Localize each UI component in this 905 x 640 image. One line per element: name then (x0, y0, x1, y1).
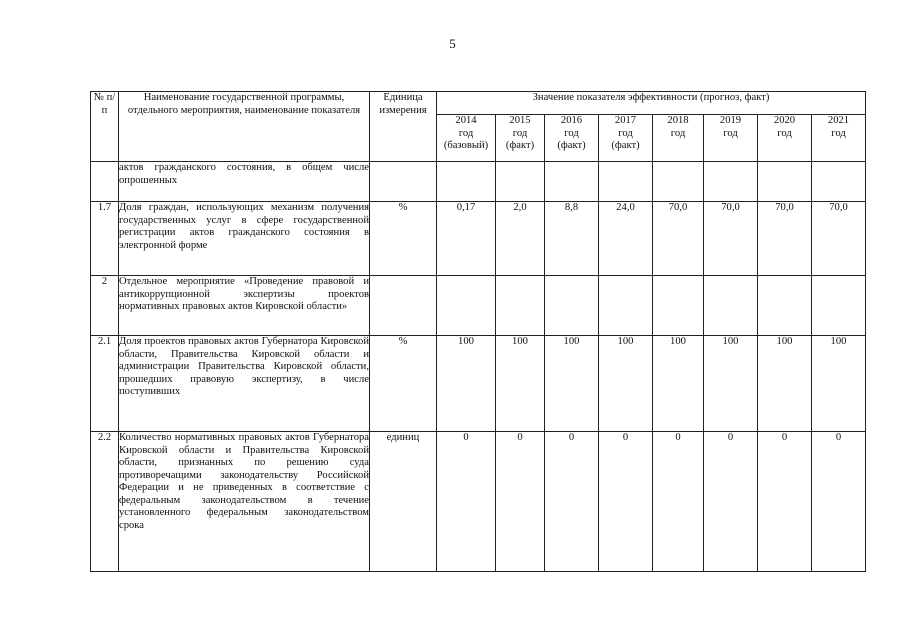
row-value (545, 276, 599, 336)
header-year-sub1: год (670, 127, 686, 139)
table-row (91, 276, 866, 336)
row-value (758, 276, 812, 336)
table-header (91, 92, 866, 162)
header-year-sub1: год (564, 127, 579, 139)
row-value: 0 (812, 432, 866, 572)
row-number: 2.2 (91, 432, 119, 572)
row-value (437, 162, 496, 202)
header-year-sub2: (базовый) (443, 140, 489, 151)
row-value (599, 162, 653, 202)
row-value: 100 (704, 336, 758, 432)
row-value: 0,17 (437, 202, 496, 276)
row-name: Доля граждан, использующих механизм получения государственных услуг в сфере государственной регистрации актов гражданского состояния в электронной форме (119, 202, 370, 276)
header-year-2019 (704, 115, 758, 162)
row-name: Отдельное мероприятие «Проведение правовой и антикоррупционной экспертизы проектов нормативных правовых актов Кировской области» (119, 276, 370, 336)
header-year-year: 2019 (719, 115, 742, 126)
header-name: Наименование государственной программы, отдельного мероприятия, наименование показателя (119, 92, 370, 162)
row-number: 2 (91, 276, 119, 336)
row-number (91, 162, 119, 202)
row-unit (370, 162, 437, 202)
header-year-sub2: (факт) (557, 140, 586, 151)
row-value (545, 162, 599, 202)
row-name: Доля проектов правовых актов Губернатора Кировской области, Правительства Кировской области и администрации Правительства Кировской области, прошедших правовую экспертизу, в числе поступивших (119, 336, 370, 432)
row-value (653, 162, 704, 202)
header-year-year: 2018 (667, 115, 689, 126)
header-year-year: 2016 (560, 115, 583, 126)
header-year-sub1: год (458, 127, 474, 139)
row-value: 100 (653, 336, 704, 432)
row-value: 0 (653, 432, 704, 572)
table-row (91, 202, 866, 276)
table-row (91, 162, 866, 202)
table-row (91, 336, 866, 432)
header-year-year: 2021 (827, 115, 850, 126)
header-year-2016 (545, 115, 599, 162)
row-value (704, 276, 758, 336)
header-year-sub1: год (777, 127, 792, 139)
header-year-sub1: год (512, 127, 528, 139)
row-value (653, 276, 704, 336)
row-value: 100 (496, 336, 545, 432)
row-value: 100 (599, 336, 653, 432)
header-values-group: Значение показателя эффективности (прогноз, факт) (437, 92, 866, 115)
header-number: № п/п (91, 92, 119, 162)
header-year-2014 (437, 115, 496, 162)
header-year-year: 2015 (509, 115, 531, 126)
row-value (812, 276, 866, 336)
row-value: 100 (545, 336, 599, 432)
table-row (91, 432, 866, 572)
row-value (496, 276, 545, 336)
row-value: 0 (599, 432, 653, 572)
row-value: 0 (437, 432, 496, 572)
row-value: 70,0 (653, 202, 704, 276)
row-value (437, 276, 496, 336)
row-name: актов гражданского состояния, в общем числе опрошенных (119, 162, 370, 202)
row-value: 70,0 (758, 202, 812, 276)
header-year-sub2: (факт) (611, 140, 640, 151)
row-value: 100 (437, 336, 496, 432)
header-year-2021 (812, 115, 866, 162)
table-body (91, 162, 866, 572)
header-year-year: 2014 (455, 115, 477, 126)
indicators-table (90, 91, 866, 572)
header-year-sub1: год (618, 127, 633, 139)
row-unit: % (370, 202, 437, 276)
row-value: 8,8 (545, 202, 599, 276)
row-value: 0 (496, 432, 545, 572)
row-value: 70,0 (812, 202, 866, 276)
row-name: Количество нормативных правовых актов Губернатора Кировской области и Правительства Кировской области, признанных по решению суда противоречащими законодательству Российской Федерации и не приведенных в соответствие с федеральным законодательством в течение установленного федеральным законодательством срока (119, 432, 370, 572)
row-number: 1.7 (91, 202, 119, 276)
header-year-2020 (758, 115, 812, 162)
row-value (496, 162, 545, 202)
row-unit (370, 276, 437, 336)
header-unit: Единица измерения (370, 92, 437, 162)
row-number: 2.1 (91, 336, 119, 432)
row-value: 0 (758, 432, 812, 572)
row-value: 2,0 (496, 202, 545, 276)
row-value (599, 276, 653, 336)
row-value: 0 (704, 432, 758, 572)
header-year-2018 (653, 115, 704, 162)
row-value: 100 (758, 336, 812, 432)
row-value: 24,0 (599, 202, 653, 276)
header-year-sub1: год (723, 127, 738, 139)
header-year-2015 (496, 115, 545, 162)
row-value (812, 162, 866, 202)
header-year-sub1: год (831, 127, 846, 139)
header-year-sub2: (факт) (505, 140, 535, 151)
page-number: 5 (449, 36, 456, 51)
row-value: 70,0 (704, 202, 758, 276)
header-year-2017 (599, 115, 653, 162)
row-unit: % (370, 336, 437, 432)
row-value: 0 (545, 432, 599, 572)
row-value (704, 162, 758, 202)
row-unit: единиц (370, 432, 437, 572)
header-year-year: 2020 (773, 115, 796, 126)
row-value: 100 (812, 336, 866, 432)
row-value (758, 162, 812, 202)
header-year-year: 2017 (614, 115, 637, 126)
